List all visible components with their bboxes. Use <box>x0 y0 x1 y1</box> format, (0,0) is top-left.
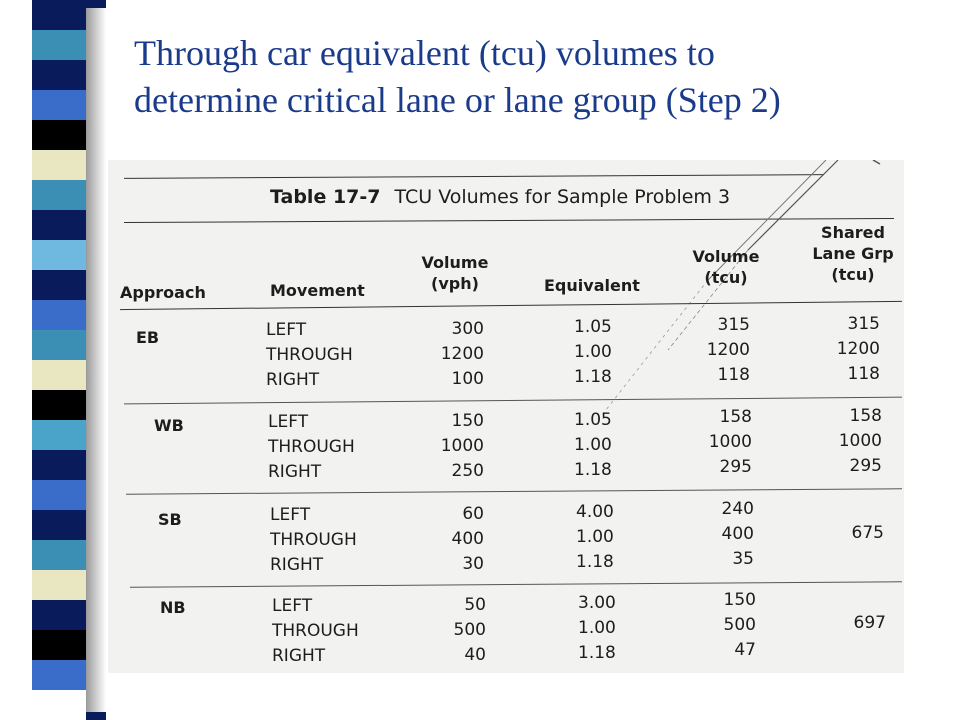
vph-cell: 100 <box>451 369 484 389</box>
movement-cell: RIGHT <box>270 555 324 575</box>
tcu-cell: 47 <box>734 640 756 660</box>
strip-segment <box>32 540 86 570</box>
slide-title-line-1: Through car equivalent (tcu) volumes to <box>134 33 715 73</box>
table-label: Table 17-7 <box>270 186 381 208</box>
vph-wb <box>424 409 484 484</box>
tcu-cell: 500 <box>723 615 756 635</box>
tcu-cell: 118 <box>717 365 750 385</box>
vph-cell: 250 <box>451 461 484 481</box>
shared-cell: 1000 <box>838 431 882 451</box>
vph-cell: 400 <box>451 529 484 549</box>
tcu-eb <box>690 313 750 388</box>
movement-cell: RIGHT <box>268 462 322 482</box>
strip-segment <box>32 630 86 660</box>
shared-cell: 315 <box>847 314 880 334</box>
strip-segment <box>32 420 86 450</box>
movement-cell: LEFT <box>270 505 311 525</box>
pen-stroke-5 <box>873 160 880 164</box>
equivalent-cell: 1.00 <box>574 435 612 455</box>
header-volume-tcu-line1: Volume <box>692 247 760 266</box>
tcu-cell: 35 <box>732 549 754 569</box>
strip-segment <box>32 390 86 420</box>
strip-segment <box>32 120 86 150</box>
equivalent-cell: 1.18 <box>574 460 612 480</box>
equivalent-cell: 4.00 <box>576 502 614 522</box>
equivalent-cell: 1.00 <box>578 618 616 638</box>
header-volume-tcu <box>690 246 762 288</box>
header-approach: Approach <box>120 283 206 302</box>
strip-segment <box>32 150 86 180</box>
vph-eb <box>424 317 484 392</box>
vph-cell: 50 <box>464 595 486 615</box>
approach-eb: EB <box>136 328 160 347</box>
strip-segment <box>32 480 86 510</box>
header-volume-tcu-line2: (tcu) <box>704 268 748 287</box>
header-shared-lane-grp <box>808 222 898 285</box>
vph-cell: 30 <box>462 554 484 574</box>
equivalent-cell: 1.05 <box>574 317 612 337</box>
movements-nb <box>272 594 359 669</box>
equivalent-cell: 1.00 <box>574 342 612 362</box>
header-volume-vph-line1: Volume <box>421 253 489 272</box>
movement-cell: RIGHT <box>272 646 326 666</box>
table-caption-text: TCU Volumes for Sample Problem 3 <box>394 186 731 208</box>
movement-cell: LEFT <box>268 412 309 432</box>
header-equivalent: Equivalent <box>544 276 640 295</box>
movements-wb <box>268 410 355 485</box>
shared-cell: 118 <box>847 364 880 384</box>
slide-title-line-2: determine critical lane or lane group (Step 2) <box>134 80 781 120</box>
equivalent-cell: 1.05 <box>574 410 612 430</box>
movement-cell: THROUGH <box>270 530 357 550</box>
header-shared-line2: Lane Grp <box>812 244 894 263</box>
movements-eb <box>266 318 353 393</box>
equivalent-cell: 1.18 <box>576 552 614 572</box>
movement-cell: THROUGH <box>266 345 353 365</box>
strip-segment <box>32 570 86 600</box>
equiv-nb <box>578 591 616 666</box>
tcu-cell: 315 <box>717 315 750 335</box>
strip-segment <box>32 690 86 720</box>
movement-cell: THROUGH <box>268 437 355 457</box>
pen-marks <box>108 160 904 673</box>
strip-shadow <box>86 0 106 720</box>
tcu-cell: 1000 <box>708 432 752 452</box>
strip-segment <box>32 330 86 360</box>
movement-cell: RIGHT <box>266 370 320 390</box>
header-volume-vph <box>420 252 490 294</box>
strip-segment <box>32 600 86 630</box>
tcu-cell: 295 <box>719 457 752 477</box>
tcu-wb <box>692 405 752 480</box>
strip-segment <box>32 180 86 210</box>
strip-segment <box>32 240 86 270</box>
vph-cell: 500 <box>453 620 486 640</box>
vph-cell: 1000 <box>440 436 484 456</box>
strip-segment <box>32 90 86 120</box>
vph-cell: 150 <box>451 411 484 431</box>
equivalent-cell: 1.18 <box>578 643 616 663</box>
tcu-cell: 240 <box>721 499 754 519</box>
tcu-cell: 158 <box>719 407 752 427</box>
tcu-cell: 150 <box>723 590 756 610</box>
header-movement: Movement <box>270 281 365 300</box>
approach-nb: NB <box>160 598 186 617</box>
equivalent-cell: 1.18 <box>574 367 612 387</box>
shared-sb: 675 <box>851 523 884 543</box>
movement-cell: LEFT <box>266 320 307 340</box>
strip-segment <box>32 450 86 480</box>
equiv-sb <box>576 500 614 575</box>
tcu-sb <box>694 497 754 572</box>
shared-cell: 158 <box>849 406 882 426</box>
movement-cell: THROUGH <box>272 621 359 641</box>
approach-sb: SB <box>158 510 182 529</box>
strip-segment <box>32 660 86 690</box>
equivalent-cell: 3.00 <box>578 593 616 613</box>
shared-cell: 295 <box>849 456 882 476</box>
strip-segment <box>32 270 86 300</box>
strip-segment <box>32 510 86 540</box>
vph-cell: 1200 <box>440 344 484 364</box>
strip-segment <box>32 300 86 330</box>
strip-segment <box>32 30 86 60</box>
slide-title <box>134 30 934 124</box>
header-shared-line3: (tcu) <box>831 265 875 284</box>
shared-cell: 1200 <box>836 339 880 359</box>
equiv-eb <box>574 315 612 390</box>
strip-edge-bottom <box>86 712 106 720</box>
shared-eb <box>820 312 880 387</box>
equiv-wb <box>574 408 612 483</box>
tcu-nb <box>696 588 756 663</box>
movements-sb <box>270 503 357 578</box>
decorative-strip <box>32 0 86 720</box>
approach-wb: WB <box>154 416 184 435</box>
tcu-cell: 1200 <box>706 340 750 360</box>
movement-cell: LEFT <box>272 596 313 616</box>
vph-nb <box>426 593 486 668</box>
strip-segment <box>32 210 86 240</box>
shared-nb: 697 <box>853 613 886 633</box>
strip-segment <box>32 60 86 90</box>
vph-cell: 40 <box>464 645 486 665</box>
shared-wb <box>822 404 882 479</box>
equivalent-cell: 1.00 <box>576 527 614 547</box>
vph-cell: 60 <box>462 504 484 524</box>
strip-segment <box>32 0 86 30</box>
strip-edge-top <box>86 0 106 8</box>
scanned-table-image <box>108 160 904 673</box>
header-shared-line1: Shared <box>821 223 885 242</box>
vph-sb <box>424 502 484 577</box>
vph-cell: 300 <box>451 319 484 339</box>
tcu-cell: 400 <box>721 524 754 544</box>
header-volume-vph-line2: (vph) <box>431 274 479 293</box>
strip-segment <box>32 360 86 390</box>
